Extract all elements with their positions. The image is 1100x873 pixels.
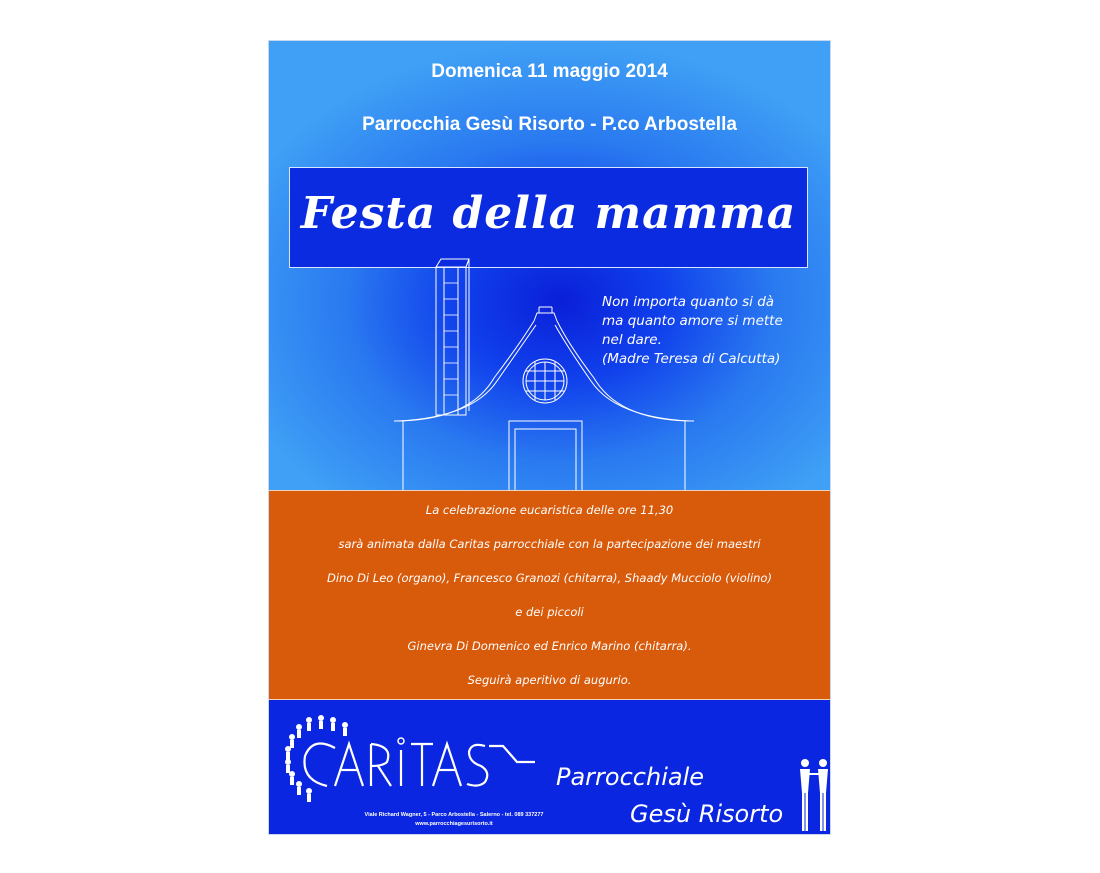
- announcement-line: e dei piccoli: [515, 605, 584, 619]
- quote-line: ma quanto amore si mette: [602, 313, 783, 329]
- announcement-line: Dino Di Leo (organo), Francesco Granozi (chitarra), Shaady Mucciolo (violino): [327, 571, 772, 585]
- footer-subtitle-parrocchiale: Parrocchiale: [556, 763, 705, 791]
- quote: [602, 293, 822, 369]
- announcement-line: Ginevra Di Domenico ed Enrico Marino (chitarra).: [407, 639, 692, 653]
- header-panel: [269, 41, 830, 490]
- quote-line: Non importa quanto si dà: [602, 294, 775, 310]
- poster-title: Festa della mamma: [300, 188, 797, 239]
- announcement-line: La celebrazione eucaristica delle ore 11,30: [425, 503, 674, 517]
- caritas-logo-icon: [283, 708, 563, 808]
- parish-name: Parrocchia Gesù Risorto - P.co Arbostella: [362, 114, 737, 135]
- footer-subtitle-gesu-risorto: Gesù Risorto: [630, 800, 784, 828]
- announcement-line: sarà animata dalla Caritas parrocchiale con la partecipazione dei maestri: [338, 537, 761, 551]
- website-line: www.parrocchiagesurisorto.it: [415, 821, 493, 827]
- footer-address: [339, 811, 569, 829]
- church-illustration: [389, 253, 699, 493]
- announcement-panel: [269, 490, 830, 700]
- quote-author: (Madre Teresa di Calcutta): [602, 351, 781, 367]
- address-line: Viale Richard Wagner, 5 - Parco Arbostella - Salerno - tel. 089 337277: [364, 812, 544, 818]
- announcement-line: Seguirà aperitivo di augurio.: [467, 673, 632, 687]
- footer-panel: [269, 700, 830, 834]
- poster: [269, 41, 830, 834]
- people-figures-icon: [797, 757, 829, 834]
- quote-line: nel dare.: [602, 332, 662, 348]
- event-date: Domenica 11 maggio 2014: [431, 61, 668, 82]
